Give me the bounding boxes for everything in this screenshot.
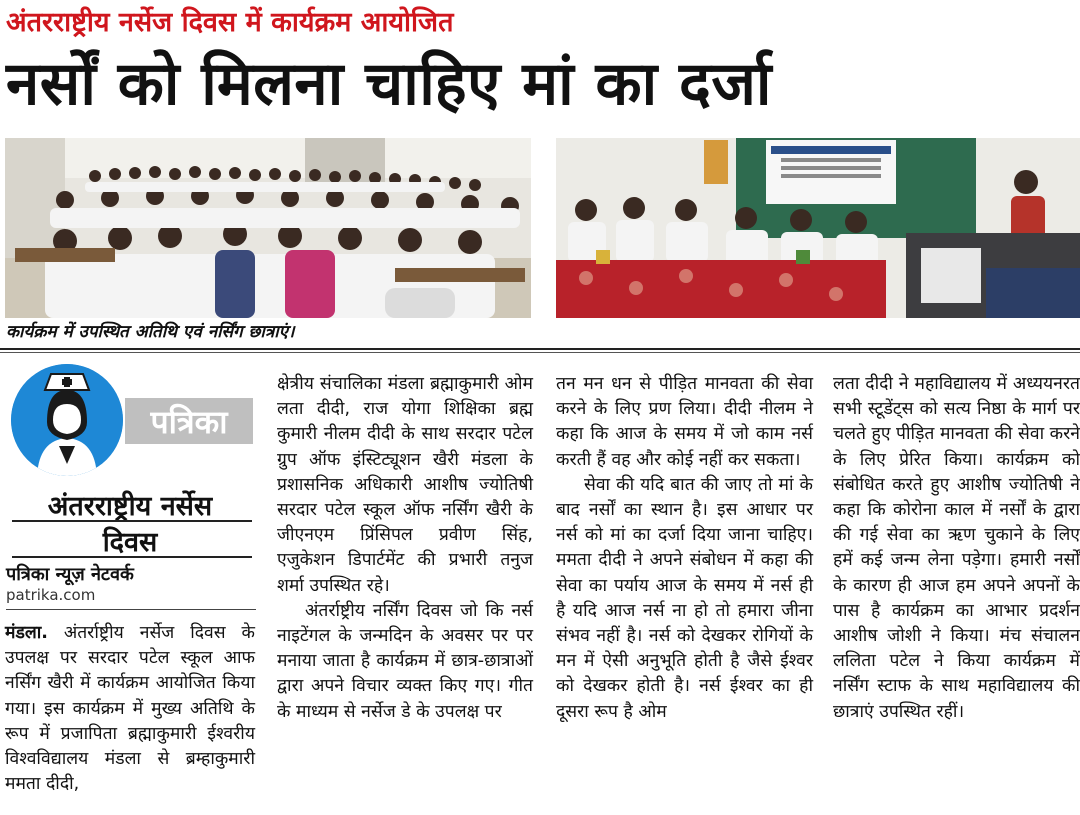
site-url: patrika.com: [6, 586, 96, 604]
paragraph: अंतर्राष्ट्रीय नर्सिंग दिवस जो कि नर्स नाइटेंगल के जन्मदिन के अवसर पर पर मनाया जाता है कार्यक्रम में छात्र-छात्राओं द्वारा अपने विचार व्यक्त किए गए। गीत के माध्यम से नर्सेज डे के उपलक्ष पर: [277, 600, 533, 722]
article-text: अंतर्राष्ट्रीय नर्सेज दिवस के उपलक्ष पर सरदार पटेल स्कूल आफ नर्सिंग खैरी में कार्यक्रम आयोजित किया गया। इस कार्यक्रम में मुख्य अतिथि के रूप में प्रजापिता ब्रह्माकुमारी ईश्वरीय विश्वविद्यालय मंडला से ब्रम्हाकुमारी ममता दीदी,: [5, 623, 255, 795]
paragraph: सेवा की यदि बात की जाए तो मां के बाद नर्सों का स्थान है। इस आधार पर नर्स को मां का दर्जा दिया जाना चाहिए। ममता दीदी ने अपने संबोधन में कहा की सेवा का पर्याय आज के समय में नर्स ही है यदि आज नर्स ना हो तो हमारा जीना संभव नहीं है। नर्स को देखकर रोगियों के मन में ऐसी अनुभूति होती है जैसे ईश्वर को देखकर होती है। नर्स ईश्वर का ही दूसरा रूप है ओम: [556, 474, 813, 722]
paragraph: तन मन धन से पीड़ित मानवता की सेवा करने के लिए प्रण लिया। दीदी नीलम ने कहा कि आज के समय में जो काम नर्स करती हैं वह और कोई नहीं कर सकता।: [556, 374, 813, 470]
logo-text: पत्रिका: [150, 403, 228, 441]
article-column-4: [833, 372, 1080, 725]
dateline: मंडला.: [5, 623, 48, 643]
students-photo: [5, 138, 531, 318]
kicker-headline: अंतरराष्ट्रीय नर्सेज दिवस में कार्यक्रम आयोजित: [6, 7, 454, 38]
main-headline: नर्सों को मिलना चाहिए मां का दर्जा: [6, 49, 772, 119]
stage-photo: [556, 138, 1080, 318]
article-column-2: [277, 372, 533, 725]
divider: [0, 348, 1080, 350]
section-title: दिवस: [102, 527, 158, 558]
byline: पत्रिका न्यूज़ नेटवर्क: [6, 564, 134, 585]
paragraph: क्षेत्रीय संचालिका मंडला ब्रह्माकुमारी ओम लता दीदी, राज योगा शिक्षिका ब्रह्म कुमारी नीलम दीदी के साथ सरदार पटेल ग्रुप ऑफ इंस्टिट्यूशन खैरी मंडला के प्रशासनिक अधिकारी आशीष ज्योतिषी सरदार पटेल स्कूल ऑफ नर्सिंग खैरी के जीएनएम प्रिंसिपल प्रवीण सिंह, एजुकेशन डिपार्टमेंट की प्रभारी तनुज शर्मा उपस्थित रहे।: [277, 374, 533, 596]
photo-caption: कार्यक्रम में उपस्थित अतिथि एवं नर्सिंग छात्राएं।: [6, 322, 295, 342]
section-title: अंतरराष्ट्रीय नर्सेस: [47, 491, 213, 522]
patrika-logo: [125, 398, 253, 444]
divider: [12, 556, 252, 558]
nurse-icon: [11, 364, 123, 476]
paragraph: लता दीदी ने महाविद्यालय में अध्ययनरत सभी स्टूडेंट्स को सत्य निष्ठा के मार्ग पर चलते हुए पीड़ित मानवता की सेवा करने के लिए प्रेरित किया। कार्यक्रम को संबोधित करते हुए आशीष ज्योतिषी ने कहा कि कोरोना काल में नर्सों के द्वारा की गई सेवा का ऋण चुकाने के लिए हमें कई जन्म लेना पड़ेगा। हमारी नर्सों के कारण ही आज हम अपने अपनों के पास है कार्यक्रम का आभार प्रदर्शन आशीष जोशी ने किया। मंच संचालन ललिता पटेल ने किया कार्यक्रम में नर्सिंग स्टाफ के साथ महाविद्यालय की छात्राएं उपस्थित रहीं।: [833, 374, 1080, 722]
divider: [0, 352, 1080, 353]
divider: [6, 609, 256, 610]
article-column-1: [5, 621, 255, 797]
article-column-3: [556, 372, 813, 725]
